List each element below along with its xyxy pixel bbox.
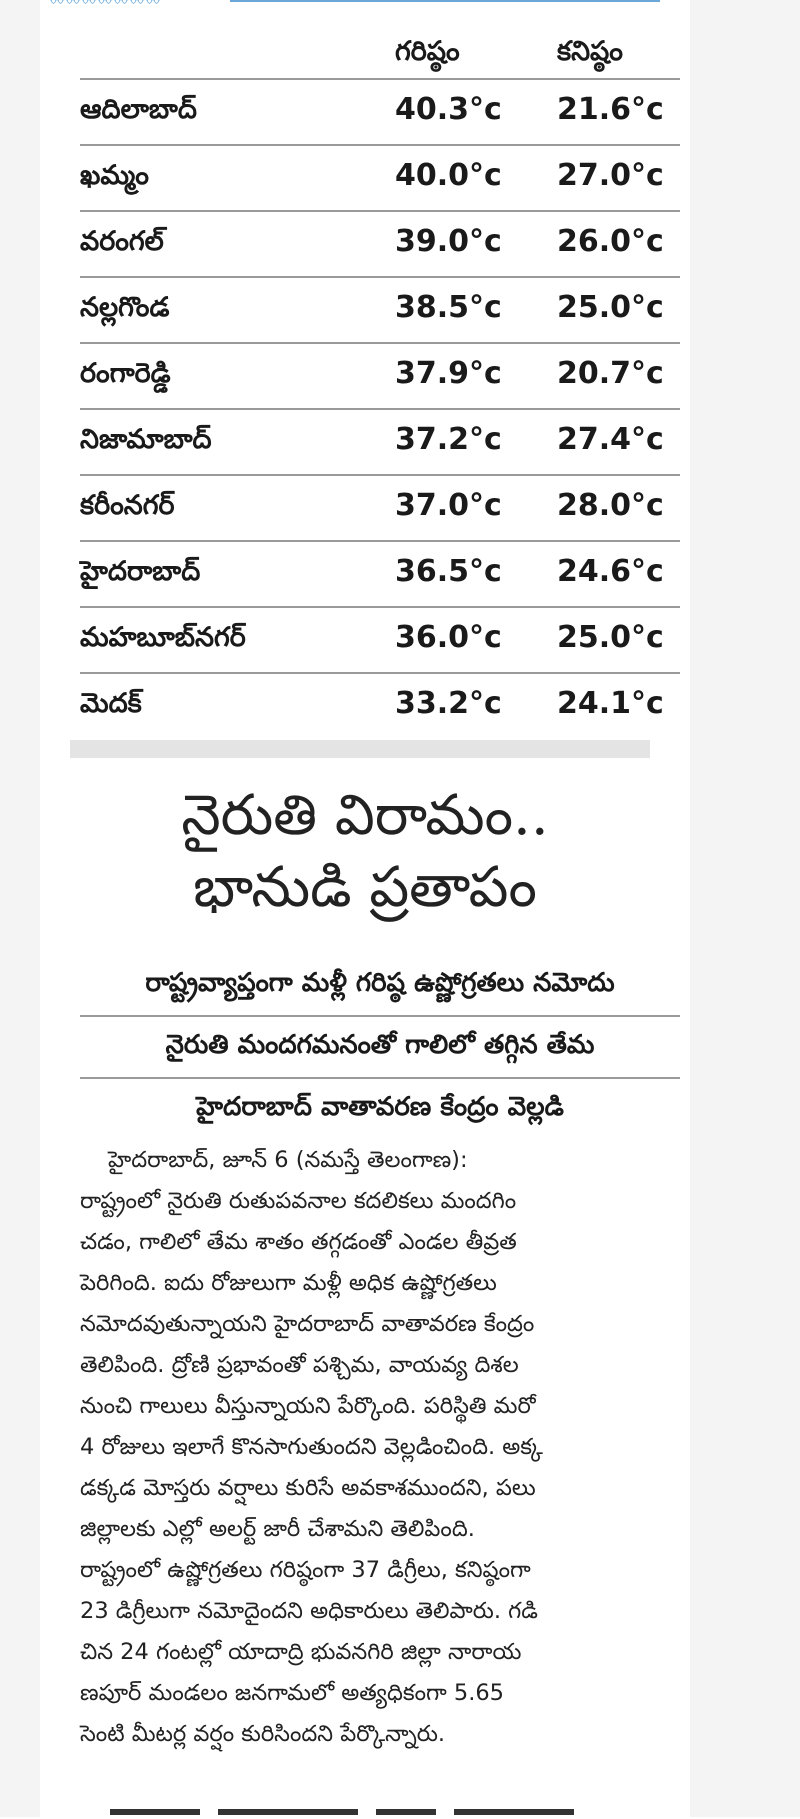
article-column <box>40 0 690 1817</box>
subheadings <box>80 955 680 1139</box>
header-max: గరిష్ఠం <box>395 36 460 67</box>
right-margin <box>689 0 800 1817</box>
body-line: చడం, గాలిలో తేమ శాతం తగ్గడంతో ఎండల తీవ్రత <box>80 1229 517 1255</box>
min-temperature: 28.0°c <box>557 488 664 523</box>
city-name: ఆదిలాబాద్ <box>80 94 197 125</box>
min-temperature: 24.1°c <box>557 686 664 721</box>
min-temperature: 21.6°c <box>557 92 664 127</box>
subhead-2: నైరుతి మందగమనంతో గాలిలో తగ్గిన తేమ <box>80 1017 680 1079</box>
city-name: వరంగల్ <box>80 226 164 257</box>
min-temperature: 25.0°c <box>557 290 664 325</box>
table-row <box>80 276 680 342</box>
city-name: మహబూబ్‌నగర్ <box>80 622 246 653</box>
city-name: కరీంనగర్ <box>80 490 175 521</box>
table-row <box>80 474 680 540</box>
city-name: రంగారెడ్డి <box>80 358 171 389</box>
left-margin <box>0 0 40 1817</box>
min-temperature: 27.0°c <box>557 158 664 193</box>
cropped-heading-fragment: 〰〰〰〰〰〰〰 <box>50 0 162 11</box>
headline-line-2: భానుడి ప్రతాపం <box>193 855 537 920</box>
article-body <box>80 1140 680 1755</box>
table-body <box>80 78 680 738</box>
body-line: రాష్ట్రంలో ఉష్ణోగ్రతలు గరిష్ఠంగా 37 డిగ్రీలు, కనిష్ఠంగా <box>80 1557 531 1583</box>
top-rule <box>230 0 660 2</box>
min-temperature: 25.0°c <box>557 620 664 655</box>
cropped-next-heading <box>110 1800 670 1817</box>
max-temperature: 36.0°c <box>395 620 502 655</box>
max-temperature: 39.0°c <box>395 224 502 259</box>
city-name: హైదరాబాద్ <box>80 556 201 587</box>
table-row <box>80 606 680 672</box>
subhead-1: రాష్ట్రవ్యాప్తంగా మళ్లీ గరిష్ఠ ఉష్ణోగ్రతలు నమోదు <box>80 955 680 1017</box>
body-line: నమోదవుతున్నాయని హైదరాబాద్ వాతావరణ కేంద్రం <box>80 1311 535 1337</box>
body-line: నుంచి గాలులు వీస్తున్నాయని పేర్కొంది. పరిస్థితి మరో <box>80 1393 536 1419</box>
body-line: ణపూర్ మండలం జనగామలో అత్యధికంగా 5.65 <box>80 1680 504 1706</box>
top-strip <box>40 0 690 11</box>
max-temperature: 33.2°c <box>395 686 502 721</box>
table-row <box>80 342 680 408</box>
table-row <box>80 144 680 210</box>
body-line: 23 డిగ్రీలుగా నమోదైందని అధికారులు తెలిపారు. గడి <box>80 1598 538 1624</box>
table-row <box>80 210 680 276</box>
subhead-3: హైదరాబాద్ వాతావరణ కేంద్రం వెల్లడి <box>196 1092 564 1122</box>
headline <box>40 780 690 924</box>
max-temperature: 37.2°c <box>395 422 502 457</box>
min-temperature: 20.7°c <box>557 356 664 391</box>
body-line: పెరిగింది. ఐదు రోజులుగా మళ్లీ అధిక ఉష్ణోగ్రతలు <box>80 1270 497 1296</box>
max-temperature: 40.3°c <box>395 92 502 127</box>
max-temperature: 38.5°c <box>395 290 502 325</box>
table-row <box>80 672 680 738</box>
max-temperature: 37.9°c <box>395 356 502 391</box>
section-separator <box>70 740 650 758</box>
body-line: రాష్ట్రంలో నైరుతి రుతుపవనాల కదలికలు మందగిం <box>80 1188 517 1214</box>
body-line: హైదరాబాద్, జూన్ 6 (నమస్తే తెలంగాణ): <box>108 1147 468 1173</box>
max-temperature: 36.5°c <box>395 554 502 589</box>
body-line: తెలిపింది. ద్రోణి ప్రభావంతో పశ్చిమ, వాయవ్య దిశల <box>80 1352 519 1378</box>
body-line: చిన 24 గంటల్లో యాదాద్రి భువనగిరి జిల్లా నారాయ <box>80 1639 522 1665</box>
table-header <box>80 30 680 78</box>
headline-line-1: నైరుతి విరామం.. <box>181 783 549 848</box>
city-name: మెదక్ <box>80 688 142 719</box>
table-row <box>80 540 680 606</box>
city-name: నిజామాబాద్ <box>80 424 212 455</box>
min-temperature: 26.0°c <box>557 224 664 259</box>
temperature-table <box>80 30 680 738</box>
city-name: నల్లగొండ <box>80 292 170 323</box>
table-row <box>80 78 680 144</box>
body-line: జిల్లాలకు ఎల్లో అలర్ట్ జారీ చేశామని తెలిపింది. <box>80 1516 475 1542</box>
body-line: డక్కడ మోస్తరు వర్షాలు కురిసే అవకాశముందని, పలు <box>80 1475 536 1501</box>
max-temperature: 40.0°c <box>395 158 502 193</box>
body-line: సెంటి మీటర్ల వర్షం కురిసిందని పేర్కొన్నారు. <box>80 1721 446 1747</box>
max-temperature: 37.0°c <box>395 488 502 523</box>
min-temperature: 24.6°c <box>557 554 664 589</box>
min-temperature: 27.4°c <box>557 422 664 457</box>
table-row <box>80 408 680 474</box>
body-line: 4 రోజులు ఇలాగే కొనసాగుతుందని వెల్లడించింది. అక్క <box>80 1434 543 1460</box>
city-name: ఖమ్మం <box>80 160 149 191</box>
header-min: కనిష్ఠం <box>557 36 623 67</box>
